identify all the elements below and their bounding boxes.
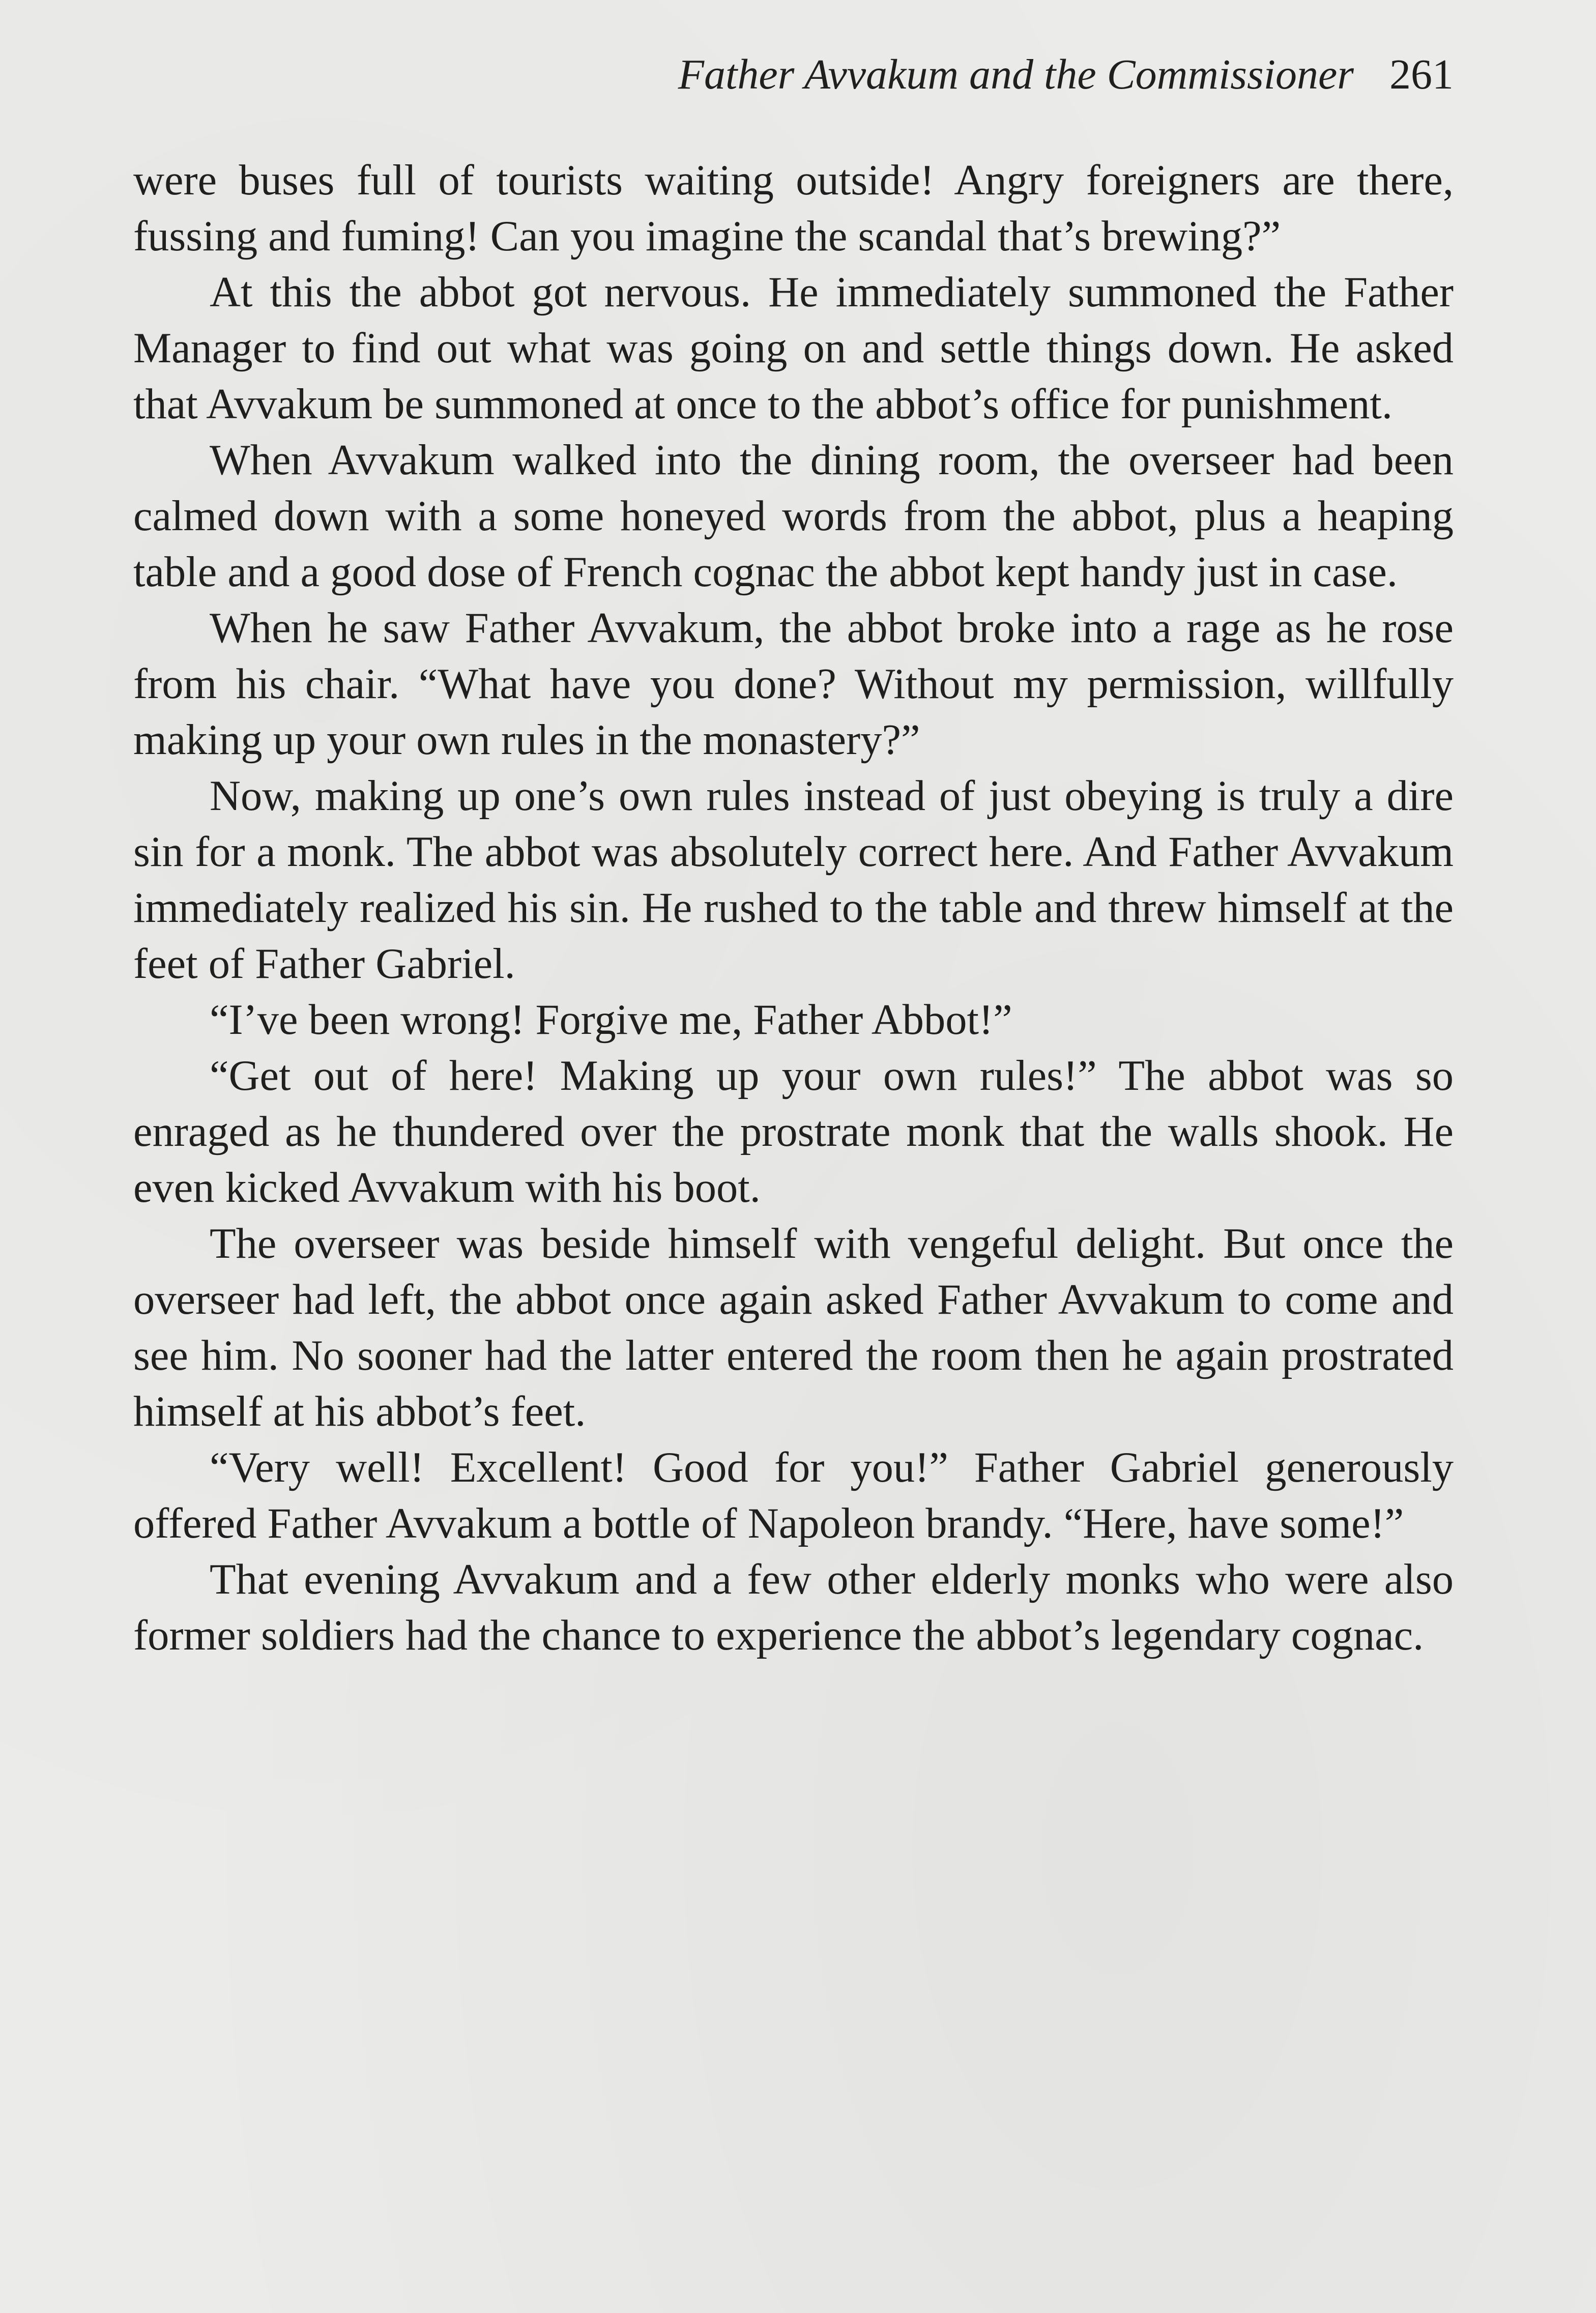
paragraph: That evening Avvakum and a few other elderly monks who were also former soldiers had the chance to experience the abbot’s legendary cognac. [133,1556,1454,1659]
running-head [678,53,1454,96]
paragraph: The overseer was beside himself with vengeful delight. But once the overseer had left, the abbot once again asked Father Avvakum to come and see him. No sooner had the latter entered the room then he again prostrated himself at his abbot’s feet. [133,1220,1454,1435]
paragraph: “I’ve been wrong! Forgive me, Father Abbot!” [210,996,1012,1044]
paragraph: When Avvakum walked into the dining room, the overseer had been calmed down with a some honeyed words from the abbot, plus a heaping table and a good dose of French cognac the abbot kept handy just in case. [133,437,1454,596]
paragraph: When he saw Father Avvakum, the abbot broke into a rage as he rose from his chair. “What have you done? Without my permission, willfully making up your own rules in the monastery?” [133,604,1454,764]
paragraph-continued: were buses full of tourists waiting outside! Angry foreigners are there, fussing and fuming! Can you imagine the scandal that’s brewing?” [133,157,1454,260]
paragraph: Now, making up one’s own rules instead of just obeying is truly a dire sin for a monk. The abbot was absolutely correct here. And Father Avvakum immediately realized his sin. He rushed to the table and threw himself at the feet of Father Gabriel. [133,772,1454,988]
running-title: Father Avvakum and the Commissioner [678,51,1354,98]
paragraph: At this the abbot got nervous. He immediately summoned the Father Manager to find out what was going on and settle things down. He asked that Avvakum be summoned at once to the abbot’s office for punishment. [133,269,1454,428]
body-text [133,153,1454,1664]
page-number: 261 [1389,51,1454,98]
paragraph: “Very well! Excellent! Good for you!” Father Gabriel generously offered Father Avvakum a bottle of Napoleon brandy. “Here, have some!” [133,1444,1454,1547]
paragraph: “Get out of here! Making up your own rules!” The abbot was so enraged as he thundered over the prostrate monk that the walls shook. He even kicked Avvakum with his boot. [133,1052,1454,1211]
